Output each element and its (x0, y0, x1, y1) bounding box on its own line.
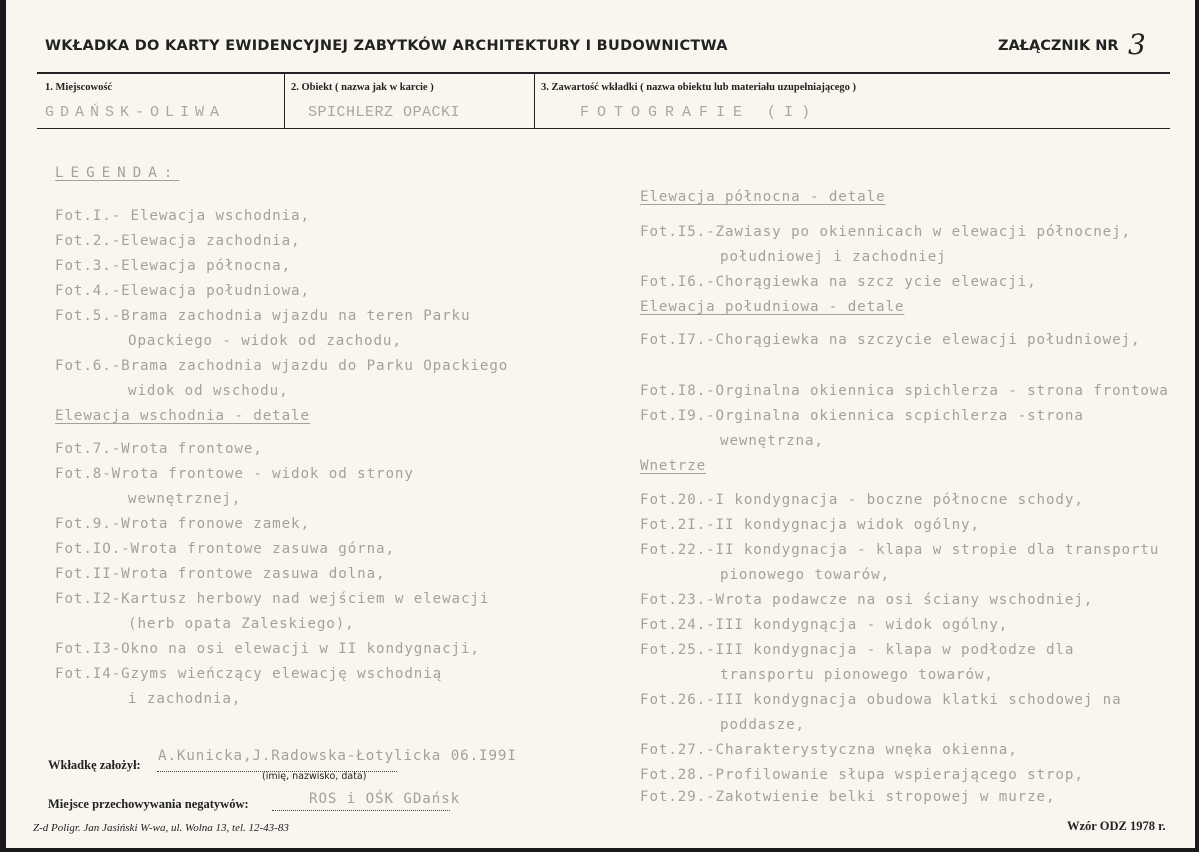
legend-right-line: transportu pionowego towarów, (720, 667, 994, 683)
legend-right-heading: Elewacja południowa - detale (640, 299, 905, 315)
contents-label: 3. Zawartość wkładki ( nazwa obiektu lub materiału uzupełniającego ) (541, 82, 857, 93)
legend-left-line: Fot.4.-Elewacja południowa, (55, 283, 310, 299)
legend-right-line: Fot.I6.-Chorągiewka na szcz ycie elewacji, (640, 274, 1037, 290)
contents-value: FOTOGRAFIE (I) (580, 104, 819, 121)
legend-left-heading: Elewacja wschodnia - detale (55, 408, 310, 424)
card-border-bottom (0, 848, 1199, 852)
legend-left-line: Fot.II-Wrota frontowe zasuwa dolna, (55, 566, 386, 582)
legend-right-line: Fot.29.-Zakotwienie belki stropowej w murze, (640, 789, 1056, 805)
object-value: SPICHLERZ OPACKI (308, 104, 461, 121)
legend-right-line: Fot.I5.-Zawiasy po okiennicach w elewacji północnej, (640, 224, 1131, 240)
annex-number: 3 (1128, 28, 1146, 61)
legend-left-line: i zachodnia, (128, 691, 242, 707)
negatives-dotted-line (272, 810, 450, 811)
legend-right-line: wewnętrzna, (720, 433, 824, 449)
card-border-right (1195, 0, 1199, 852)
printer-imprint: Z-d Poligr. Jan Jasiński W-wa, ul. Wolna 13, tel. 12-43-83 (33, 822, 289, 834)
legend-left-heading: LEGENDA: (55, 165, 180, 181)
legend-right-line: pionowego towarów, (720, 567, 890, 583)
negatives-label: Miejsce przechowywania negatywów: (48, 797, 249, 811)
legend-right-line: Fot.26.-III kondygnacja obudowa klatki schodowej na (640, 692, 1122, 708)
legend-right-line: Fot.2I.-II kondygnacja widok ogólny, (640, 517, 980, 533)
legend-left-line: Fot.I3-Okno na osi elewacji w II kondygnacji, (55, 641, 480, 657)
card-border-left (0, 0, 6, 852)
form-title: WKŁADKA DO KARTY EWIDENCYJNEJ ZABYTKÓW ARCHITEKTURY I BUDOWNICTWA (45, 38, 728, 54)
legend-right-line: Fot.I7.-Chorągiewka na szczycie elewacji południowej, (640, 332, 1141, 348)
legend-left-line: widok od wschodu, (128, 383, 289, 399)
legend-right-line: Fot.I9.-Orginalna okiennica scpichlerza -strona (640, 408, 1084, 424)
legend-right-line: Fot.25.-III kondygnacja - klapa w podłodze dla (640, 642, 1075, 658)
header-divider-1 (284, 73, 285, 128)
legend-left-line: wewnętrznej, (128, 491, 242, 507)
legend-left-line: (herb opata Zaleskiego), (128, 616, 355, 632)
legend-right-line: Fot.22.-II kondygnacja - klapa w stropie dla transportu (640, 542, 1160, 558)
legend-left-line: Fot.I4-Gzyms wieńczący elewację wschodnią (55, 666, 443, 682)
legend-left-line: Fot.I.- Elewacja wschodnia, (55, 208, 310, 224)
legend-right-line: poddasze, (720, 717, 805, 733)
legend-left-line: Fot.9.-Wrota fronowe zamek, (55, 516, 310, 532)
legend-right-line: Fot.I8.-Orginalna okiennica spichlerza - strona frontowa (640, 383, 1169, 399)
legend-right-heading: Wnetrze (640, 458, 707, 474)
object-label: 2. Obiekt ( nazwa jak w karcie ) (291, 82, 434, 93)
legend-left-line: Fot.IO.-Wrota frontowe zasuwa górna, (55, 541, 395, 557)
annex-label: ZAŁĄCZNIK NR (998, 38, 1119, 54)
locality-value: GDAŃSK-OLIWA (45, 104, 226, 121)
author-hint: (imię, nazwisko, data) (262, 771, 367, 782)
legend-left-line: Fot.7.-Wrota frontowe, (55, 441, 263, 457)
legend-left-line: Fot.5.-Brama zachodnia wjazdu na teren Parku (55, 308, 471, 324)
legend-left-line: Fot.6.-Brama zachodnia wjazdu do Parku Opackiego (55, 358, 509, 374)
legend-left-line: Fot.8-Wrota frontowe - widok od strony (55, 466, 414, 482)
legend-right-line: Fot.24.-III kondygnącja - widok ogólny, (640, 617, 1009, 633)
author-value: A.Kunicka,J.Radowska-Łotylicka 06.I99I (158, 748, 517, 764)
legend-right-line: południowej i zachodniej (720, 249, 947, 265)
legend-right-line: Fot.28.-Profilowanie słupa wspierającego strop, (640, 767, 1084, 783)
legend-left-line: Opackiego - widok od zachodu, (128, 333, 402, 349)
legend-right-line: Fot.27.-Charakterystyczna wnęka okienna, (640, 742, 1018, 758)
legend-left-line: Fot.2.-Elewacja zachodnia, (55, 233, 301, 249)
header-top-rule (37, 72, 1170, 74)
legend-left-line: Fot.I2-Kartusz herbowy nad wejściem w elewacji (55, 591, 490, 607)
negatives-value: ROS i OŚK GDańsk (309, 791, 461, 807)
legend-right-heading: Elewacja północna - detale (640, 189, 886, 205)
header-divider-2 (534, 73, 535, 128)
author-label: Wkładkę założył: (48, 758, 141, 772)
form-model: Wzór ODZ 1978 r. (1067, 819, 1166, 833)
legend-left-line: Fot.3.-Elewacja północna, (55, 258, 292, 274)
header-bottom-rule (37, 128, 1170, 129)
legend-right-line: Fot.23.-Wrota podawcze na osi ściany wschodniej, (640, 592, 1094, 608)
locality-label: 1. Miejscowość (45, 82, 113, 93)
legend-right-line: Fot.20.-I kondygnacja - boczne północne schody, (640, 492, 1084, 508)
